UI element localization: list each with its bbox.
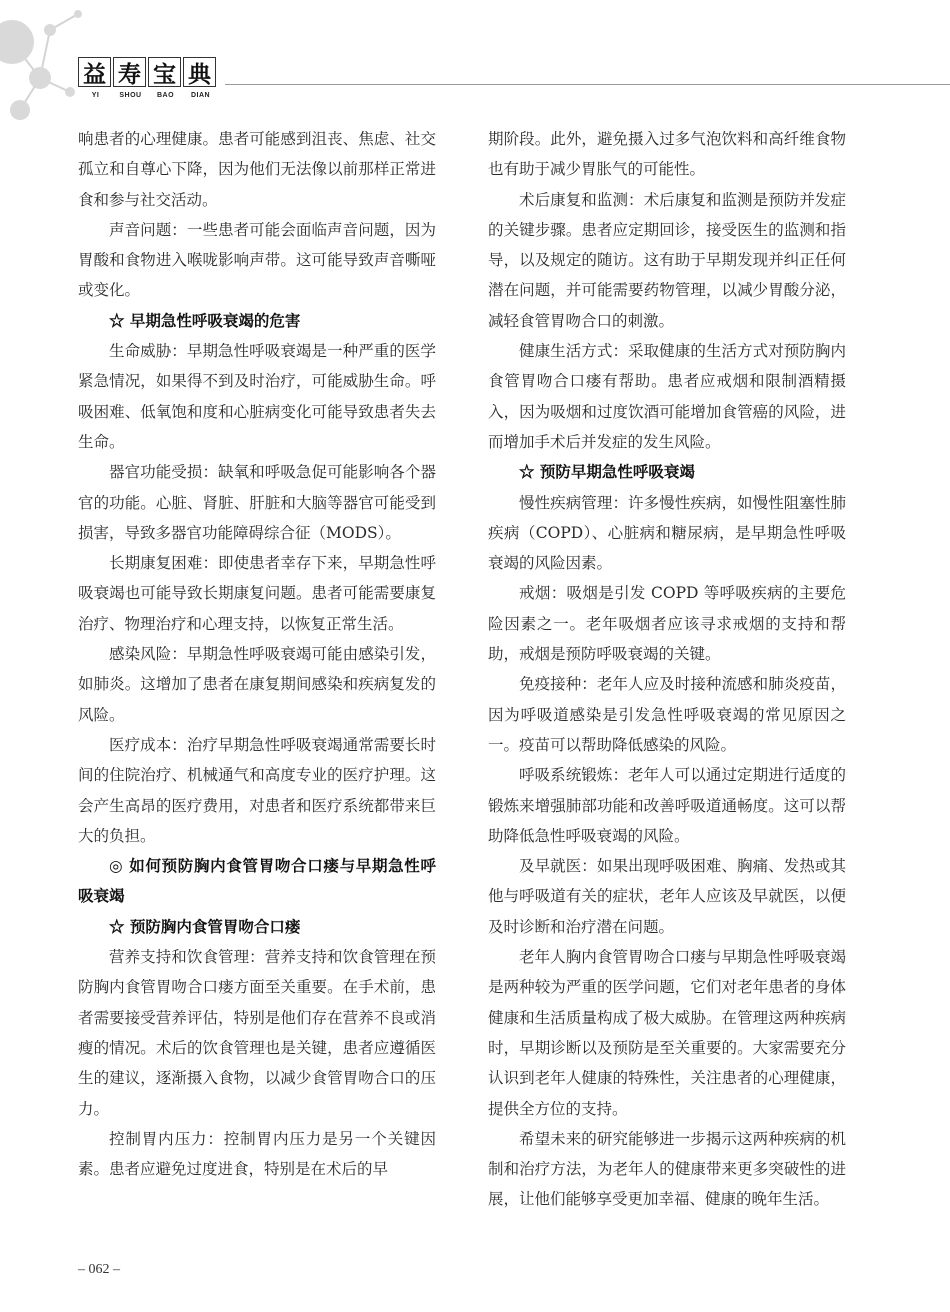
paragraph: 及早就医：如果出现呼吸困难、胸痛、发热或其他与呼吸道有关的症状，老年人应该及早就医，以便及时诊断和治疗潜在问题。 (488, 857, 846, 936)
paragraph: 感染风险：早期急性呼吸衰竭可能由感染引发，如肺炎。这增加了患者在康复期间感染和疾病复发的风险。 (78, 645, 436, 724)
paragraph: 希望未来的研究能够进一步揭示这两种疾病的机制和治疗方法，为老年人的健康带来更多突破性的进展，让他们能够享受更加幸福、健康的晚年生活。 (488, 1129, 846, 1209)
pinyin-syllable: YI (91, 92, 100, 99)
paragraph: 戒烟：吸烟是引发 COPD 等呼吸疾病的主要危险因素之一。老年吸烟者应该寻求戒烟的支持和帮助，戒烟是预防呼吸衰竭的关键。 (488, 584, 846, 664)
paragraph: 健康生活方式：采取健康的生活方式对预防胸内食管胃吻合口瘘有帮助。患者应戒烟和限制酒精摄入，因为吸烟和过度饮酒可能增加食管癌的风险，进而增加手术后并发症的发生风险。 (488, 342, 846, 451)
pinyin-syllable: BAO (156, 92, 175, 99)
title-char: 典 (183, 57, 216, 87)
paragraph: 营养支持和饮食管理：营养支持和饮食管理在预防胸内食管胃吻合口瘘方面至关重要。在手术前，患者需要接受营养评估，特别是他们存在营养不良或消瘦的情况。术后的饮食管理也是关键，患者应遵循医生的建议，逐渐摄入食物，以减少食管胃吻合口的压力。 (78, 948, 436, 1118)
left-column (78, 124, 436, 1184)
header-rule (225, 84, 950, 85)
magazine-title (78, 57, 218, 87)
paragraph: 控制胃内压力：控制胃内压力是另一个关键因素。患者应避免过度进食，特别是在术后的早 (78, 1129, 436, 1179)
paragraph: 医疗成本：治疗早期急性呼吸衰竭通常需要长时间的住院治疗、机械通气和高度专业的医疗护理。这会产生高昂的医疗费用，对患者和医疗系统都带来巨大的负担。 (78, 735, 436, 845)
paragraph: 老年人胸内食管胃吻合口瘘与早期急性呼吸衰竭是两种较为严重的医学问题，它们对老年患者的身体健康和生活质量构成了极大威胁。在管理这两种疾病时，早期诊断以及预防是至关重要的。大家需要充分认识到老年人健康的特殊性，关注患者的心理健康，提供全方位的支持。 (488, 948, 846, 1118)
title-char: 寿 (113, 57, 146, 87)
pinyin-syllable: DIAN (190, 92, 211, 99)
title-pinyin (78, 92, 218, 99)
section-heading: ☆ 预防胸内食管胃吻合口瘘 (109, 916, 301, 936)
paragraph: 术后康复和监测：术后康复和监测是预防并发症的关键步骤。患者应定期回诊，接受医生的监测和指导，以及规定的随访。这有助于早期发现并纠正任何潜在问题，并可能需要药物管理，以减少胃酸分泌，减轻食管胃吻合口的刺激。 (488, 190, 846, 330)
paragraph: 响患者的心理健康。患者可能感到沮丧、焦虑、社交孤立和自尊心下降，因为他们无法像以前那样正常进食和参与社交活动。 (78, 130, 436, 209)
paragraph: 呼吸系统锻炼：老年人可以通过定期进行适度的锻炼来增强肺部功能和改善呼吸道通畅度。这可以帮助降低急性呼吸衰竭的风险。 (488, 766, 846, 845)
right-column (488, 124, 846, 1215)
section-heading: ☆ 早期急性呼吸衰竭的危害 (109, 310, 301, 330)
paragraph: 慢性疾病管理：许多慢性疾病，如慢性阻塞性肺疾病（COPD）、心脏病和糖尿病，是早期急性呼吸衰竭的风险因素。 (488, 493, 846, 573)
paragraph: 生命威胁：早期急性呼吸衰竭是一种严重的医学紧急情况，如果得不到及时治疗，可能威胁生命。呼吸困难、低氧饱和度和心脏病变化可能导致患者失去生命。 (78, 342, 436, 451)
paragraph: 器官功能受损：缺氧和呼吸急促可能影响各个器官的功能。心脏、肾脏、肝脏和大脑等器官可能受到损害，导致多器官功能障碍综合征（MODS）。 (78, 463, 436, 542)
paragraph: 长期康复困难：即使患者幸存下来，早期急性呼吸衰竭也可能导致长期康复问题。患者可能需要康复治疗、物理治疗和心理支持，以恢复正常生活。 (78, 554, 436, 633)
paragraph: 期阶段。此外，避免摄入过多气泡饮料和高纤维食物也有助于减少胃胀气的可能性。 (488, 130, 846, 179)
paragraph: 声音问题：一些患者可能会面临声音问题，因为胃酸和食物进入喉咙影响声带。这可能导致声音嘶哑或变化。 (78, 220, 436, 300)
title-char: 宝 (148, 57, 181, 87)
page-number: – 062 – (78, 1262, 120, 1277)
title-char: 益 (78, 57, 111, 87)
section-heading: ◎ 如何预防胸内食管胃吻合口瘘与早期急性呼吸衰竭 (78, 856, 436, 906)
pinyin-syllable: SHOU (119, 92, 142, 99)
section-heading: ☆ 预防早期急性呼吸衰竭 (519, 462, 695, 482)
paragraph: 免疫接种：老年人应及时接种流感和肺炎疫苗，因为呼吸道感染是引发急性呼吸衰竭的常见原因之一。疫苗可以帮助降低感染的风险。 (488, 675, 846, 754)
